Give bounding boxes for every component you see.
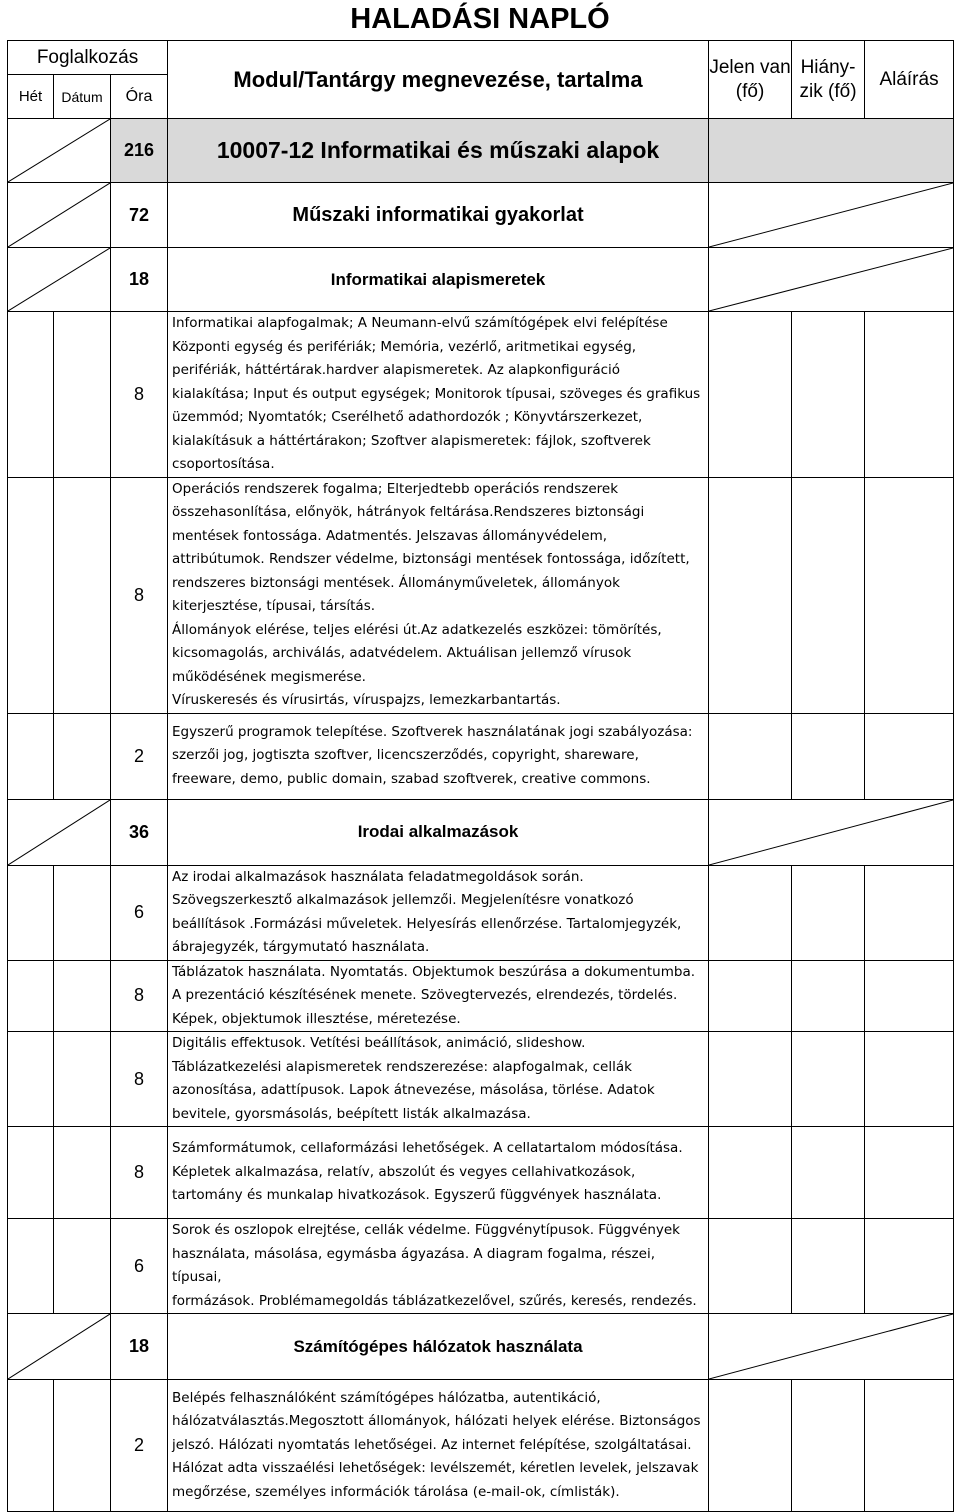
diagonal-cell xyxy=(8,799,111,865)
module-title: 10007-12 Informatikai és műszaki alapok xyxy=(168,119,709,183)
lesson-hours: 2 xyxy=(111,1380,168,1512)
topic-row xyxy=(8,1314,954,1380)
diagonal-cell xyxy=(8,119,111,183)
lesson-hours: 6 xyxy=(111,865,168,960)
lesson-content: Táblázatok használata. Nyomtatás. Objektumok beszúrása a dokumentumba. A prezentáció készítésének menete. Szövegtervezés, elrendezés, tördelés. Képek, objektumok illesztése, méretezése. xyxy=(168,960,709,1032)
module-filler xyxy=(709,119,954,183)
header-modul: Modul/Tantárgy megnevezése, tartalma xyxy=(168,41,709,119)
lesson-hours: 8 xyxy=(111,1127,168,1219)
lesson-content: Operációs rendszerek fogalma; Elterjedtebb operációs rendszerek összehasonlítása, előnyök, hátrányok feltárása.Rendszeres biztonsági mentések fontossága. Adatmentés. Jelszavas állományvédelem, attribútumok. Rendszer védelme, biztonsági mentések fontossága, időzített, rendszeres biztonsági mentések. Állományműveletek, állományok kiterjesztése, típusai, társítás. Állományok elérése, teljes elérési út.Az adatkezelés eszközei: tömörítés, kicsomagolás, archiválás, adatvédelem. Aktuálisan jellemző vírusok működésének megismerése. Víruskeresés és vírusirtás, víruspajzs, lemezkarbantartás. xyxy=(168,477,709,713)
lesson-content: Belépés felhasználóként számítógépes hálózatba, autentikáció, hálózatválasztás.Megosztott állományok, hálózati helyek elérése. Biztonságos jelszó. Hálózati nyomtatás lehetőségei. Az internet felépítése, szolgáltatásai. Hálózat adta visszaélési lehetőségek: levélszemét, kéretlen levelek, jelszavak megőrzése, személyes információk tárolása (e-mail-ok, címlisták). xyxy=(168,1380,709,1512)
progress-log-table xyxy=(7,40,954,1512)
diagonal-cell xyxy=(709,799,954,865)
topic-hours: 18 xyxy=(111,1314,168,1380)
diagonal-cell xyxy=(709,1314,954,1380)
module-hours: 216 xyxy=(111,119,168,183)
lesson-hours: 8 xyxy=(111,312,168,478)
topic-row xyxy=(8,799,954,865)
header-jelen-van: Jelen van (fő) xyxy=(709,41,792,119)
header-alairas: Aláírás xyxy=(865,41,954,119)
lesson-row xyxy=(8,312,954,478)
lesson-content: Számformátumok, cellaformázási lehetőségek. A cellatartalom módosítása. Képletek alkalmazása, relatív, abszolút és vegyes cellahivatkozások, tartomány és munkalap hivatkozások. Egyszerű függvények használata. xyxy=(168,1127,709,1219)
document-title: HALADÁSI NAPLÓ xyxy=(350,3,610,35)
subject-title: Műszaki informatikai gyakorlat xyxy=(168,183,709,248)
lesson-row xyxy=(8,865,954,960)
lesson-content: Egyszerű programok telepítése. Szoftverek használatának jogi szabályozása: szerzői jog, jogtiszta szoftver, licencszerződés, copyright, shareware, freeware, demo, public domain, szabad szoftverek, creative commons. xyxy=(168,713,709,799)
topic-hours: 36 xyxy=(111,799,168,865)
lesson-row xyxy=(8,477,954,713)
subject-row xyxy=(8,183,954,248)
lesson-content: Az irodai alkalmazások használata feladatmegoldások során. Szövegszerkesztő alkalmazások jellemzői. Megjelenítésre vonatkozó beállítások .Formázási műveletek. Helyesírás ellenőrzése. Tartalomjegyzék, ábrajegyzék, tárgymutató használata. xyxy=(168,865,709,960)
lesson-hours: 6 xyxy=(111,1219,168,1314)
lesson-hours: 2 xyxy=(111,713,168,799)
lesson-content: Digitális effektusok. Vetítési beállítások, animáció, slideshow. Táblázatkezelési alapismeretek rendszerezése: alapfogalmak, cellák azonosítása, adattípusok. Lapok átnevezése, másolása, törlése. Adatok bevitele, gyorsmásolás, beépített listák alkalmazása. xyxy=(168,1032,709,1127)
lesson-row xyxy=(8,1380,954,1512)
topic-title: Informatikai alapismeretek xyxy=(168,248,709,312)
header-het: Hét xyxy=(8,75,54,119)
topic-title: Irodai alkalmazások xyxy=(168,799,709,865)
header-datum: Dátum xyxy=(54,75,111,119)
lesson-row xyxy=(8,960,954,1032)
lesson-content: Informatikai alapfogalmak; A Neumann-elvű számítógépek elvi felépítése Központi egység és perifériák; Memória, vezérlő, aritmetikai egység, perifériák, háttértárak.hardver alapismeretek. Az alapkonfiguráció kialakítása; Input és output egységek; Monitorok típusai, szöveges és grafikus üzemmód; Nyomtatók; Cserélhető adathordozók ; Könyvtárszerkezet, kialakításuk a háttértárakon; Szoftver alapismeretek: fájlok, szoftverek csoportosítása. xyxy=(168,312,709,478)
lesson-row xyxy=(8,1219,954,1314)
lesson-hours: 8 xyxy=(111,960,168,1032)
lesson-row xyxy=(8,1032,954,1127)
module-row xyxy=(8,119,954,183)
topic-row xyxy=(8,248,954,312)
diagonal-cell xyxy=(8,183,111,248)
lesson-hours: 8 xyxy=(111,477,168,713)
diagonal-cell xyxy=(8,248,111,312)
lesson-row xyxy=(8,1127,954,1219)
diagonal-cell xyxy=(8,1314,111,1380)
diagonal-cell xyxy=(709,183,954,248)
topic-title: Számítógépes hálózatok használata xyxy=(168,1314,709,1380)
topic-hours: 18 xyxy=(111,248,168,312)
lesson-content: Sorok és oszlopok elrejtése, cellák védelme. Függvénytípusok. Függvények használata, másolása, egymásba ágyazása. A diagram fogalma, részei, típusai, formázások. Problémamegoldás táblázatkezelővel, szűrés, keresés, rendezés. xyxy=(168,1219,709,1314)
lesson-row xyxy=(8,713,954,799)
diagonal-cell xyxy=(709,248,954,312)
lesson-hours: 8 xyxy=(111,1032,168,1127)
subject-hours: 72 xyxy=(111,183,168,248)
header-ora: Óra xyxy=(111,75,168,119)
header-hianyzik: Hiány- zik (fő) xyxy=(792,41,865,119)
header-foglalkozas: Foglalkozás xyxy=(8,41,168,75)
